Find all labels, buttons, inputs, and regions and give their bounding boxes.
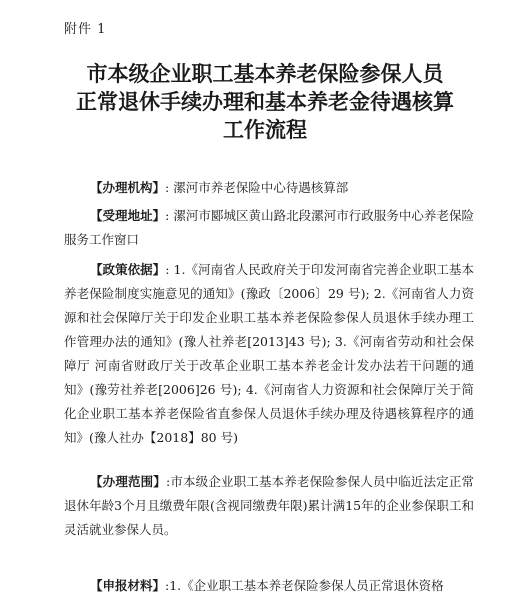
document-title xyxy=(0,60,530,144)
section-label: 【办理范围】 xyxy=(90,474,166,489)
section-text: : 漯河市郾城区黄山路北段漯河市行政服务中心养老保险服务工作窗口 xyxy=(64,208,474,247)
section-label: 【受理地址】 xyxy=(90,208,166,223)
section-text: :1.《企业职工基本养老保险参保人员正常退休资格 xyxy=(165,578,444,593)
section-scope xyxy=(64,470,474,542)
section-text: :市本级企业职工基本养老保险参保人员中临近法定正常退休年龄3个月且缴费年限(含视同缴费年限)累计满15年的企业参保职工和灵活就业参保人员。 xyxy=(64,474,474,537)
section-handling-agency xyxy=(64,176,474,200)
section-label: 【办理机构】 xyxy=(90,180,166,195)
section-text: : 1.《河南省人民政府关于印发河南省完善企业职工基本养老保险制度实施意见的通知》(豫政〔2006〕29 号); 2.《河南省人力资源和社会保障厅关于印发企业职工基本养老保险参保人员退休手续办理工作管理办法的通知》(豫人社养老[2013]43 号); 3.《河南省劳动和社会保障厅 河南省财政厅关于改革企业职工基本养老金计发办法若干问题的通知》(豫劳社养老[2006]26 号); 4.《河南省人力资源和社会保障厅关于简化企业职工基本养老保险省直参保人员退休手续办理及待遇核算程序的通知》(豫人社办【2018】80 号) xyxy=(64,262,474,445)
section-materials xyxy=(64,574,474,598)
title-line-3: 工作流程 xyxy=(223,117,307,142)
section-label: 【申报材料】 xyxy=(90,578,166,593)
section-address xyxy=(64,204,474,252)
attachment-label: 附件 1 xyxy=(64,22,107,37)
section-text: : 漯河市养老保险中心待遇核算部 xyxy=(165,180,349,195)
title-line-2: 正常退休手续办理和基本养老金待遇核算 xyxy=(76,89,454,114)
section-policy-basis xyxy=(64,258,474,450)
section-label: 【政策依据】 xyxy=(90,262,166,277)
title-line-1: 市本级企业职工基本养老保险参保人员 xyxy=(86,61,444,86)
